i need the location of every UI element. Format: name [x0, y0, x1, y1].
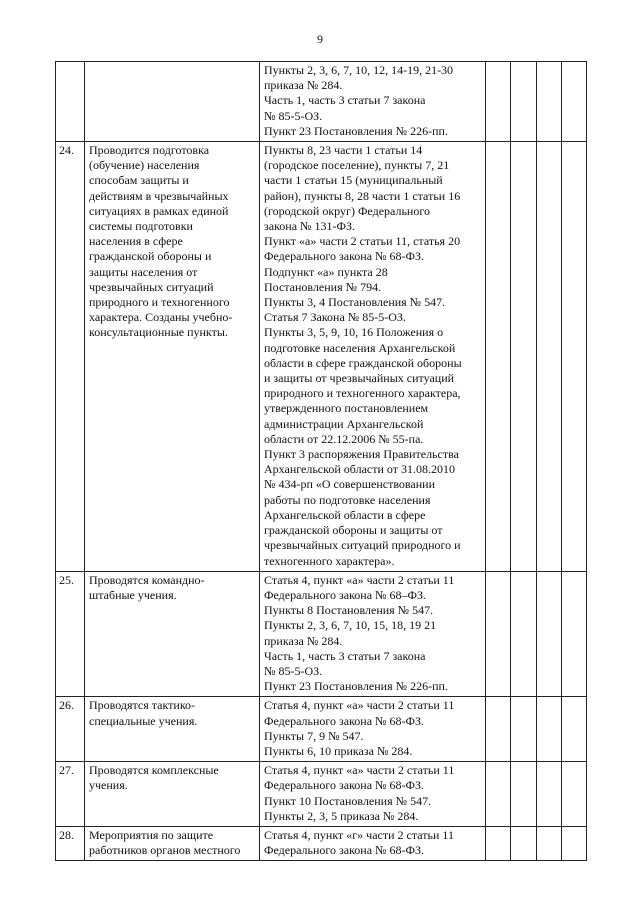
basis-line: № 85-5-ОЗ. — [264, 663, 323, 678]
row-number-cell: 25. — [56, 571, 85, 697]
legal-basis-cell — [260, 762, 486, 827]
basis-line: подготовке населения Архангельской — [264, 340, 456, 355]
basis-line: Пункты 2, 3, 6, 7, 10, 12, 14-19, 21-30 — [264, 63, 454, 77]
basis-line: администрации Архангельской — [264, 416, 424, 431]
basis-line: Часть 1, часть 3 статьи 7 закона — [264, 93, 426, 108]
legal-basis-cell — [260, 826, 486, 860]
basis-line: Пункты 8, 23 части 1 статьи 14 — [264, 143, 423, 158]
assessment-cell — [486, 762, 511, 827]
basis-line: закона № 131-ФЗ. — [264, 219, 355, 234]
assessment-cell — [486, 62, 511, 142]
basis-line: Пункт 10 Постановления № 547. — [264, 793, 432, 808]
basis-line: Статья 4, пункт «г» части 2 статьи 11 — [264, 827, 454, 842]
description-line: гражданской обороны и — [89, 249, 212, 264]
description-line: защиты населения от — [89, 264, 198, 279]
assessment-cell — [537, 762, 562, 827]
measure-description-cell — [85, 697, 260, 762]
basis-line: гражданской обороны и защиты от — [264, 523, 443, 538]
description-line: Проводятся комплексные — [89, 763, 219, 778]
assessment-cell — [562, 571, 587, 697]
assessment-cell — [511, 62, 537, 142]
basis-line: Федерального закона № 68-ФЗ. — [264, 843, 424, 858]
basis-line: природного и техногенного характера, — [264, 386, 461, 401]
basis-line: (городское поселение), пункты 7, 21 — [264, 158, 450, 173]
basis-line: области в сфере гражданской обороны — [264, 355, 462, 370]
basis-line: чрезвычайных ситуаций природного и — [264, 538, 461, 553]
description-line: ситуациях в рамках единой — [89, 203, 229, 218]
legal-basis-cell — [260, 571, 486, 697]
table-row — [56, 826, 587, 860]
assessment-cell — [486, 697, 511, 762]
legal-basis-cell — [260, 62, 486, 142]
requirements-table — [55, 61, 587, 861]
basis-line: Пункты 8 Постановления № 547. — [264, 603, 434, 618]
row-number-cell — [56, 62, 85, 142]
legal-basis-cell — [260, 697, 486, 762]
basis-line: приказа № 284. — [264, 633, 343, 648]
legal-basis-cell — [260, 142, 486, 572]
basis-line: № 434-рп «О совершенствовании — [264, 477, 436, 492]
description-line: Проводится подготовка — [89, 143, 210, 158]
basis-line: работы по подготовке населения — [264, 492, 431, 507]
assessment-cell — [511, 571, 537, 697]
basis-line: Статья 4, пункт «а» части 2 статьи 11 — [264, 763, 455, 778]
basis-line: Федерального закона № 68-ФЗ. — [264, 249, 424, 264]
description-line: консультационные пункты. — [89, 325, 228, 340]
assessment-cell — [562, 762, 587, 827]
assessment-cell — [511, 142, 537, 572]
description-line: действиям в чрезвычайных — [89, 188, 229, 203]
assessment-cell — [562, 826, 587, 860]
description-line: системы подготовки — [89, 219, 193, 234]
description-line: штабные учения. — [89, 587, 177, 602]
description-line: населения в сфере — [89, 234, 183, 249]
measure-description-cell — [85, 826, 260, 860]
basis-line: № 85-5-ОЗ. — [264, 108, 323, 123]
basis-line: Постановления № 794. — [264, 279, 382, 294]
assessment-cell — [537, 826, 562, 860]
basis-line: утвержденного постановлением — [264, 401, 429, 416]
basis-line: и защиты от чрезвычайных ситуаций — [264, 371, 455, 386]
basis-line: Федерального закона № 68-ФЗ. — [264, 778, 424, 793]
assessment-cell — [486, 571, 511, 697]
table-row — [56, 142, 587, 572]
basis-line: Пункты 3, 5, 9, 10, 16 Положения о — [264, 325, 444, 340]
assessment-cell — [486, 826, 511, 860]
description-line: Мероприятия по защите — [89, 827, 214, 842]
description-line: характера. Созданы учебно- — [89, 310, 233, 325]
measure-description-cell — [85, 762, 260, 827]
row-number-cell: 24. — [56, 142, 85, 572]
row-number-cell: 28. — [56, 826, 85, 860]
basis-line: Федерального закона № 68-ФЗ. — [264, 713, 424, 728]
assessment-cell — [537, 697, 562, 762]
assessment-cell — [486, 142, 511, 572]
basis-line: техногенного характера». — [264, 553, 395, 568]
assessment-cell — [511, 762, 537, 827]
row-number-cell: 27. — [56, 762, 85, 827]
basis-line: Федерального закона № 68–ФЗ. — [264, 587, 426, 602]
description-line: (обучение) населения — [89, 158, 200, 173]
description-line: работников органов местного — [89, 843, 241, 858]
basis-line: Статья 4, пункт «а» части 2 статьи 11 — [264, 572, 455, 587]
basis-line: Пункт 23 Постановления № 226-пп. — [264, 679, 448, 694]
description-line: природного и техногенного — [89, 295, 230, 310]
assessment-cell — [511, 697, 537, 762]
description-line: Проводятся командно- — [89, 572, 205, 587]
description-line: способам защиты и — [89, 173, 189, 188]
basis-line: Пункты 7, 9 № 547. — [264, 728, 364, 743]
table-row — [56, 62, 587, 142]
assessment-cell — [537, 62, 562, 142]
description-line: Проводятся тактико- — [89, 698, 196, 713]
row-number-cell: 26. — [56, 697, 85, 762]
page-number: 9 — [317, 32, 323, 46]
basis-line: (городской округ) Федерального — [264, 203, 430, 218]
table-row — [56, 571, 587, 697]
measure-description-cell — [85, 142, 260, 572]
basis-line: Статья 7 Закона № 85-5-ОЗ. — [264, 310, 406, 325]
basis-line: Пункты 3, 4 Постановления № 547. — [264, 295, 446, 310]
assessment-cell — [537, 142, 562, 572]
measure-description-cell — [85, 62, 260, 142]
basis-line: Пункт 23 Постановления № 226-пп. — [264, 123, 448, 138]
basis-line: Пункт «а» части 2 статьи 11, статья 20 — [264, 234, 461, 249]
assessment-cell — [562, 697, 587, 762]
table-row — [56, 697, 587, 762]
table-row — [56, 762, 587, 827]
basis-line: области от 22.12.2006 № 55-па. — [264, 431, 424, 446]
description-line: учения. — [89, 778, 128, 793]
basis-line: Пункт 3 распоряжения Правительства — [264, 447, 459, 462]
basis-line: Часть 1, часть 3 статьи 7 закона — [264, 648, 426, 663]
assessment-cell — [537, 571, 562, 697]
basis-line: Пункты 2, 3, 5 приказа № 284. — [264, 808, 419, 823]
assessment-cell — [511, 826, 537, 860]
description-line: специальные учения. — [89, 713, 198, 728]
basis-line: Подпункт «а» пункта 28 — [264, 264, 388, 279]
basis-line: район), пункты 8, 28 части 1 статьи 16 — [264, 188, 461, 203]
basis-line: части 1 статьи 15 (муниципальный — [264, 173, 443, 188]
basis-line: Архангельской области от 31.08.2010 — [264, 462, 455, 477]
basis-line: Архангельской области в сфере — [264, 507, 426, 522]
assessment-cell — [562, 62, 587, 142]
basis-line: Пункты 6, 10 приказа № 284. — [264, 743, 413, 758]
basis-line: Пункты 2, 3, 6, 7, 10, 15, 18, 19 21 — [264, 618, 437, 633]
basis-line: Статья 4, пункт «а» части 2 статьи 11 — [264, 698, 455, 713]
measure-description-cell — [85, 571, 260, 697]
basis-line: приказа № 284. — [264, 78, 343, 93]
description-line: чрезвычайных ситуаций — [89, 279, 214, 294]
assessment-cell — [562, 142, 587, 572]
